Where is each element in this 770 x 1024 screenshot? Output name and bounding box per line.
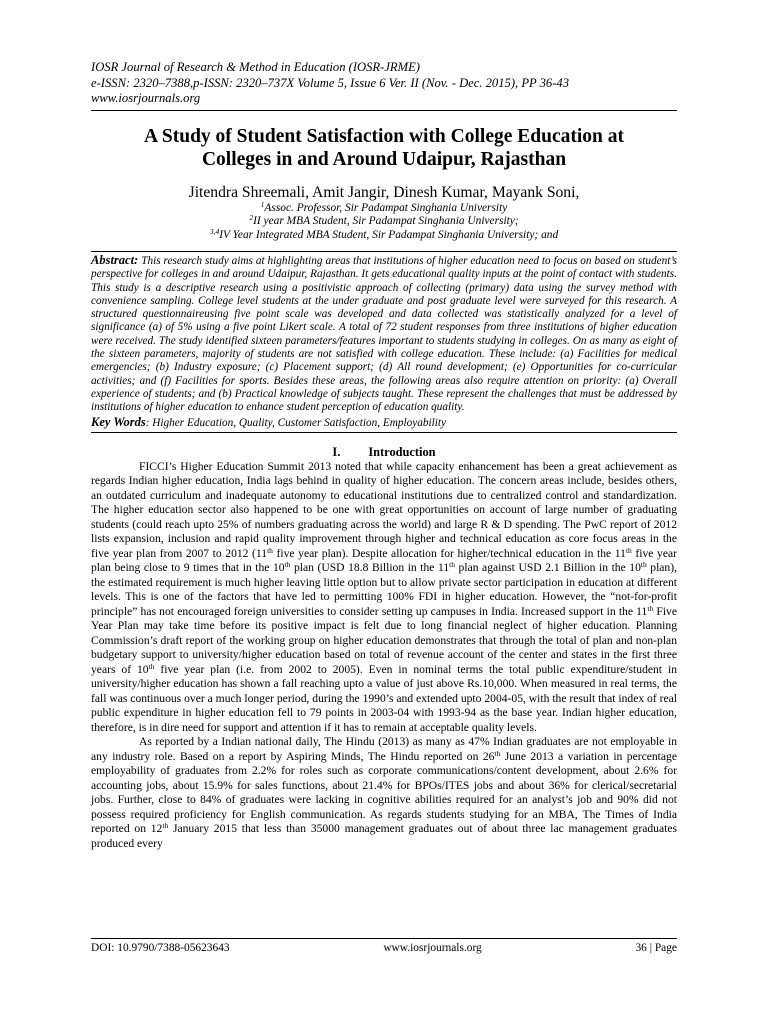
keywords [91, 415, 677, 430]
text-run: FICCI’s Higher Education Summit 2013 noted that while capacity enhancement has been a great achievement as regards Indian higher education, India lags behind in quality of higher education. The concern areas include, besides others, an outdated curriculum and inadequate autonomy to educational institutions due to centralized control and standardization. The higher education sector also happened to be one with great opportunities on account of large number of graduating students (could reach upto 25% of numbers graduating across the world) and large R & D spending. The PwC report of 2012 lists expansion, inclusion and rapid quality improvement through higher and technical education as core focus areas in the five year plan from 2007 to 2012 (11 [91, 459, 677, 560]
journal-name: IOSR Journal of Research & Method in Education (IOSR-JRME) [91, 60, 420, 74]
affiliation-3 [91, 226, 677, 243]
superscript: th [647, 603, 654, 613]
body-paragraph-2 [91, 735, 677, 851]
affiliation-mark: 3,4 [209, 226, 220, 236]
affiliations [91, 199, 677, 243]
abstract-label: Abstract: [91, 253, 139, 267]
affiliation-2 [91, 215, 677, 229]
section-title: Introduction [368, 444, 436, 459]
affiliation-1 [91, 199, 677, 216]
abstract-bottom-divider [91, 432, 677, 433]
title-line-2: Colleges in and Around Udaipur, Rajasthan [201, 148, 567, 170]
text-run: plan (USD 18.8 Billion in the 11 [290, 561, 450, 575]
text-run: five year plan (i.e. from 2002 to 2005). Even in nominal terms the total public expenditure/student in university/higher education has shown a fall reaching upto a value of just above Rs.10,000. When measured in real terms, the fall was continuous over a much longer period, during the 1990’s and extended upto 2004-05, with the result that index of real public expenditure in higher education fell to 79 points in 2003-04 with 1993-94 as the base year. Indian higher education, therefore, is in dire need for support and attention if it has to remain at acceptable quality levels. [91, 662, 677, 734]
superscript: th [284, 560, 291, 570]
paper-title [91, 125, 677, 171]
affiliation-text: II year MBA Student, Sir Padampat Singhania University; [253, 215, 519, 227]
text-run: Five Year Plan may take time before its positive impact is felt due to long financial neglect of higher education. Planning Commission’s draft report of the working group on higher education demonstrates that through the total of plan and non-plan budgetary support to university/higher education based on total of revenue account of the center and states in the first three years of 10 [91, 604, 678, 676]
affiliation-mark: 2 [249, 213, 254, 222]
footer-page-number: 36 | Page [635, 942, 677, 954]
body-paragraph-1 [91, 460, 677, 736]
footer-website: www.iosrjournals.org [383, 942, 482, 954]
affiliation-text: IV Year Integrated MBA Student, Sir Padampat Singhania University; and [219, 228, 559, 241]
text-run: January 2015 that less than 35000 management graduates out of about three lac management graduates produced every [91, 822, 677, 850]
section-heading [91, 445, 677, 460]
issn-line: e-ISSN: 2320–7388,p-ISSN: 2320–737X Volume 5, Issue 6 Ver. II (Nov. - Dec. 2015), PP 36-43 [91, 75, 570, 90]
journal-header [91, 60, 677, 107]
superscript: th [267, 545, 273, 555]
section-number: I. [332, 444, 341, 459]
affiliation-text: Assoc. Professor, Sir Padampat Singhania University [264, 201, 508, 214]
text-run: June 2013 a variation in percentage employability of graduates from 2.2% for roles such as corporate communications/content development, about 2.6% for accounting jobs, about 15.9% for sales functions, about 21.4% for BPOs/ITES jobs and about 36% for clerical/secretarial jobs. Further, close to 84% of graduates were lacking in cognitive abilities required for an analyst’s job and 90% did not possess required proficiency for English communication. As regards students studying for an MBA, The Times of India reported on 12 [91, 749, 677, 836]
affiliation-mark: 1 [260, 199, 265, 209]
text-run: plan), the estimated requirement is much higher leaving little option but to allow private sector participation in education at different levels. This is one of the factors that have led to permitting 100% FDI in higher education. However, the “not-for-profit principle” has not encouraged foreign universities to consider setting up campuses in India. Increased support in the 11 [91, 561, 677, 618]
abstract-top-divider [91, 251, 677, 252]
journal-website: www.iosrjournals.org [91, 91, 201, 105]
text-run: plan against USD 2.1 Billion in the 10 [455, 561, 641, 575]
header-divider [91, 110, 677, 111]
superscript: th [625, 545, 632, 555]
superscript: th [640, 560, 647, 570]
keywords-label: Key Words [91, 414, 146, 429]
abstract-text: This research study aims at highlighting areas that institutions of higher education need to focus on based on student’s perspective for colleges in and around Udaipur, Rajasthan. It gets educational quality inputs at the point of contact with students. This study is a descriptive research using a positivistic approach of collecting (primary) data using the survey method with convenience sampling. College level students at the under graduate and post graduate level were surveyed for this research. A structured questionnaireusing five point scale was developed and data collected was statistically analyzed for a level of significance (a) of 5% using a five point Likert scale. A total of 72 student responses from three institutions of higher education were received. The study identified sixteen parameters/features important to students studying in colleges. On as many as eight of the sixteen parameters, majority of students are not satisfied with college education. These include: (a) Facilities for medical emergencies; (b) Industry exposure; (c) Placement support; (d) All round development; (e) Opportunities for co-curricular activities; and (f) Facilities for sports. Besides these areas, the following areas also require attention on priority: (a) Overall experience of students; and (b) Practical knowledge of subjects taught. These represent the challenges that must be addressed by institutions of higher education to enhance student perception of education quality. [91, 255, 678, 414]
text-run: As reported by a Indian national daily, The Hindu (2013) as many as 47% Indian graduates are not employable in any industry role. Based on a report by Aspiring Minds, The Hindu reported on 26 [91, 735, 677, 763]
footer-doi: DOI: 10.9790/7388-05623643 [91, 942, 230, 954]
superscript: th [148, 661, 155, 671]
text-run: five year plan). Despite allocation for higher/technical education in the 11 [272, 546, 626, 560]
keywords-text: : Higher Education, Quality, Customer Satisfaction, Employability [145, 416, 447, 429]
paper-page [91, 60, 677, 851]
superscript: th [449, 560, 455, 570]
author-list: Jitendra Shreemali, Amit Jangir, Dinesh Kumar, Mayank Soni, [188, 183, 580, 201]
title-line-1: A Study of Student Satisfaction with College Education at [144, 125, 624, 147]
text-run: five year plan being close to 9 times that in the 10 [91, 546, 677, 575]
superscript: th [162, 821, 169, 831]
page-footer [91, 938, 677, 955]
abstract [91, 254, 677, 415]
superscript: th [494, 748, 501, 758]
